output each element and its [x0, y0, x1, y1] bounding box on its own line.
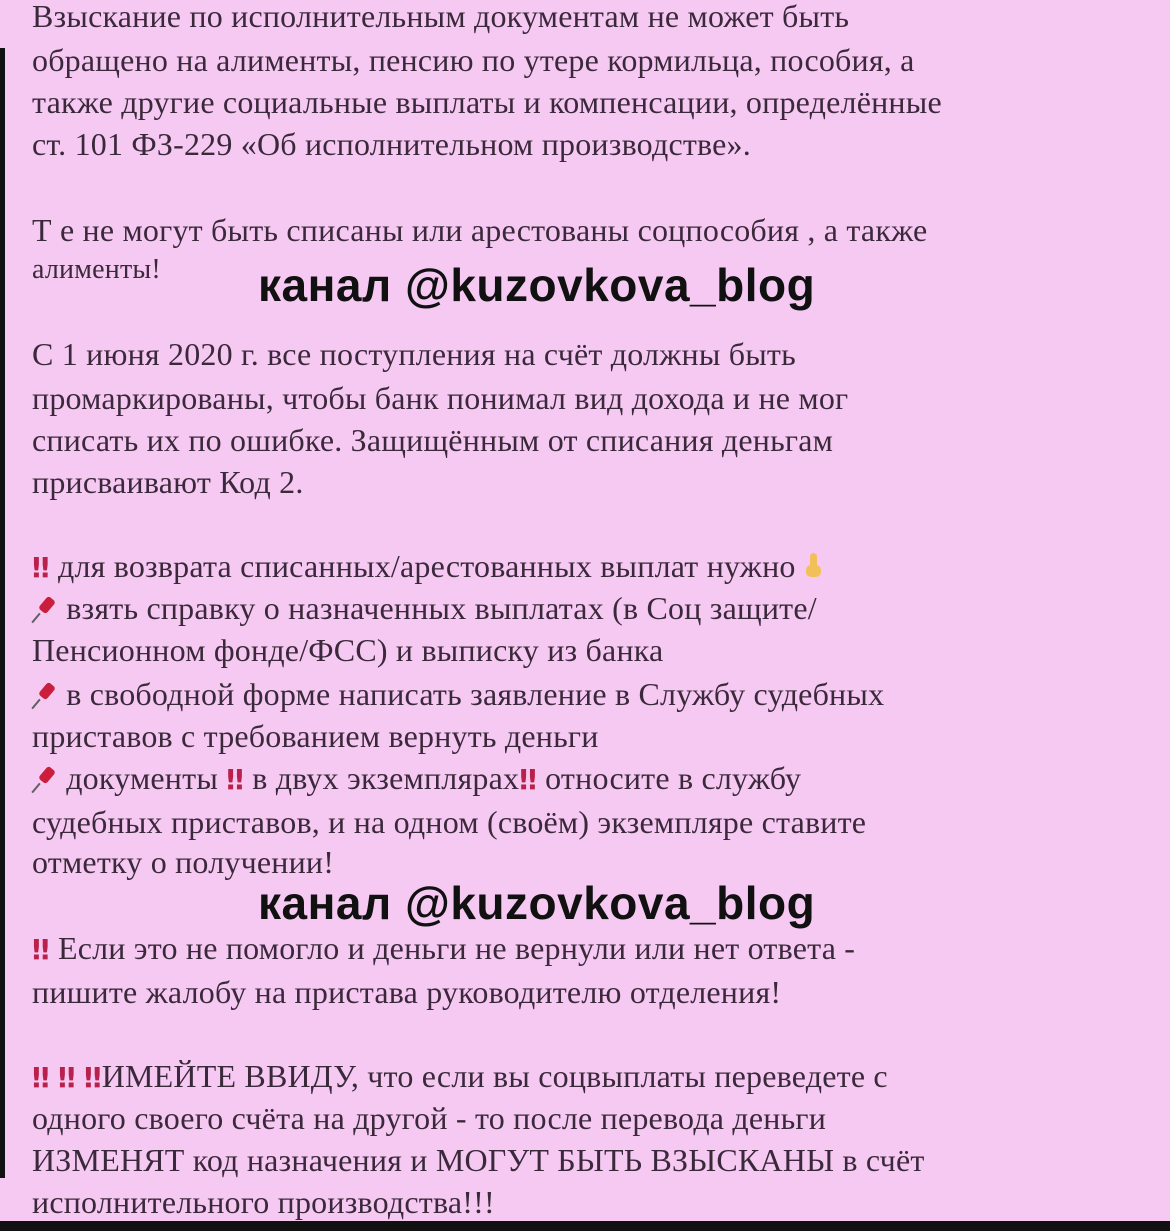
p6-line-1 [32, 1056, 888, 1098]
p1-line-1: Взыскание по исполнительным документам не может быть [32, 0, 850, 34]
p3-line-4: присваивают Код 2. [32, 464, 304, 500]
p1-line-2: обращено на алименты, пенсию по утере кормильца, пособия, а [32, 42, 915, 78]
p4-line-1 [32, 546, 824, 588]
p3-line-3: списать их по ошибке. Защищённым от списания деньгам [32, 422, 834, 458]
p1-line-3: также другие социальные выплаты и компенсации, определённые [32, 84, 942, 120]
double-exclamation-icon: ‼ [32, 551, 50, 584]
bottom-border [0, 1221, 1170, 1231]
left-border [0, 48, 5, 1178]
p4-line-2-text: взять справку о назначенных выплатах (в Соц защите/ [66, 590, 817, 626]
double-exclamation-icon: ‼ [519, 763, 537, 796]
channel-watermark: канал @kuzovkova_blog [258, 259, 816, 311]
p5-line-1-text: Если это не помогло и деньги не вернули или нет ответа - [57, 930, 856, 966]
p4-line-8: отметку о получении! [32, 844, 335, 880]
p2-line-1: Т е не могут быть списаны или арестованы соцпособия , а также [32, 212, 928, 248]
p6-line-1-text: ИМЕЙТЕ ВВИДУ, что если вы соцвыплаты переведете с [101, 1058, 888, 1094]
p1-line-4: ст. 101 ФЗ-229 «Об исполнительном производстве». [32, 126, 751, 162]
p4-line-6 [32, 758, 801, 800]
p4-line-4 [32, 674, 884, 714]
p6-line-3: ИЗМЕНЯТ код назначения и МОГУТ БЫТЬ ВЗЫСКАНЫ в счёт [32, 1142, 925, 1178]
p6-line-2: одного своего счёта на другой - то после перевода деньги [32, 1100, 827, 1136]
p5-line-1 [32, 928, 855, 970]
pushpin-icon [32, 596, 58, 622]
p4-line-2 [32, 588, 817, 628]
p4-line-6-text-b: в двух экземплярах [252, 760, 520, 796]
pushpin-icon [32, 766, 58, 792]
p4-line-6-text-c: относите в службу [545, 760, 802, 796]
double-exclamation-icon: ‼ [226, 763, 244, 796]
p3-line-1: С 1 июня 2020 г. все поступления на счёт должны быть [32, 336, 796, 372]
p4-line-4-text: в свободной форме написать заявление в Службу судебных [66, 676, 885, 712]
double-exclamation-icon: ‼ [57, 1061, 76, 1094]
p4-line-5: приставов с требованием вернуть деньги [32, 718, 599, 754]
pushpin-icon [32, 682, 58, 708]
double-exclamation-icon: ‼ [32, 1061, 50, 1094]
channel-watermark: канал @kuzovkova_blog [258, 877, 816, 929]
p4-line-6-text-a: документы [66, 760, 219, 796]
p2-line-2: алименты! [32, 254, 161, 285]
pointing-down-hand-icon [804, 553, 824, 579]
p5-line-2: пишите жалобу на пристава руководителю отделения! [32, 974, 782, 1010]
p6-line-4: исполнительного производства!!! [32, 1184, 495, 1220]
p4-line-1-text: для возврата списанных/арестованных выплат нужно [57, 548, 796, 584]
double-exclamation-icon: ‼ [83, 1061, 102, 1094]
p4-line-7: судебных приставов, и на одном (своём) экземпляре ставите [32, 804, 867, 840]
p4-line-3: Пенсионном фонде/ФСС) и выписку из банка [32, 632, 664, 668]
double-exclamation-icon: ‼ [32, 933, 50, 966]
p3-line-2: промаркированы, чтобы банк понимал вид дохода и не мог [32, 380, 849, 416]
